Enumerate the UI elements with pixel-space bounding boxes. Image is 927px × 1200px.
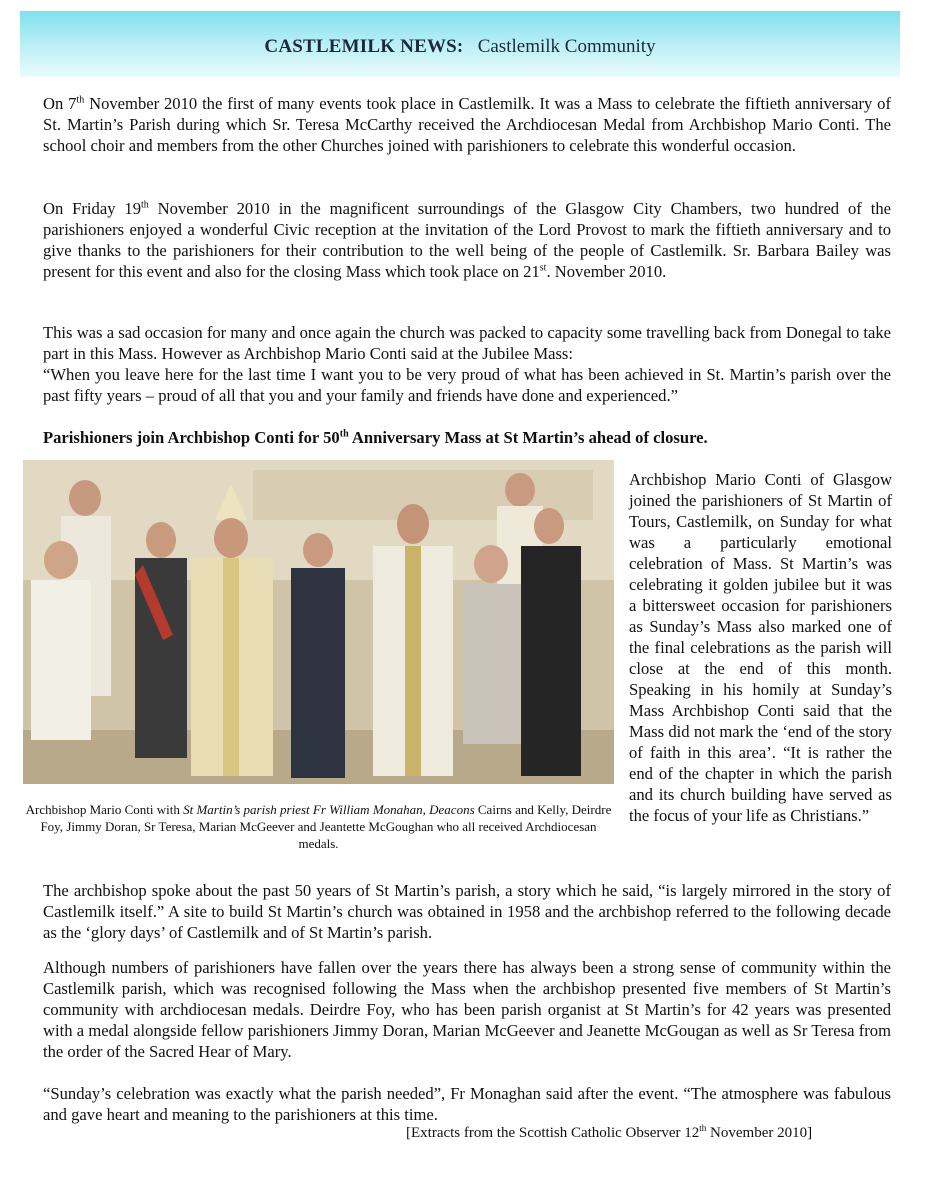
newsletter-subtitle: Castlemilk Community — [477, 36, 656, 57]
source-citation: [Extracts from the Scottish Catholic Observer 12th November 2010] — [406, 1123, 813, 1141]
header-banner — [20, 11, 900, 77]
paragraph-monaghan-quote: “Sunday’s celebration was exactly what the parish needed”, Fr Monaghan said after the event. “The atmosphere was fabulous and gave heart and meaning to the parishioners at this time. — [43, 1084, 891, 1124]
side-column-text: Archbishop Mario Conti of Glasgow joined the parishioners of St Martin of Tours, Castlemilk, on Sunday for what was a particularly emotional celebration of Mass. St Martin’s was celebrating it golden jubilee but it was a bittersweet occasion for parishioners as Sunday’s Mass also marked one of the final celebrations as the parish will close at the end of this month. Speaking in his homily at Sunday’s Mass Archbishop Conti said that the Mass did not mark the ‘end of the story of faith in this area’. “It is rather the end of the chapter in which the parish and its church building have served as the focus of your life as Christians.” — [629, 470, 892, 825]
archbishop-quote: “When you leave here for the last time I want you to be very proud of what has been achieved in St. Martin’s parish over the past fifty years – proud of all that you and your family and friends have done and experienced.” — [43, 365, 891, 405]
article-heading: Parishioners join Archbishop Conti for 50th Anniversary Mass at St Martin’s ahead of closure. — [43, 428, 708, 447]
paragraph-past-50-years: The archbishop spoke about the past 50 years of St Martin’s parish, a story which he said, “is largely mirrored in the story of Castlemilk itself.” A site to build St Martin’s church was obtained in 1958 and the archbishop referred to the following decade as the ‘glory days’ of Castlemilk and of St Martin’s parish. — [43, 881, 891, 942]
paragraph-sad-occasion: This was a sad occasion for many and once again the church was packed to capacity some travelling back from Donegal to take part in this Mass. However as Archbishop Mario Conti said at the Jubilee Mass: “When you leave here for the last time I want you to be very proud of what has been achieved in St. Martin’s parish over the past fifty years – proud of all that you and your family and friends have done and experienced.” — [43, 323, 891, 405]
group-photo — [23, 460, 614, 784]
paragraph-community-medals: Although numbers of parishioners have fallen over the years there has always been a strong sense of community within the Castlemilk parish, which was recognised following the Mass when the archbishop presented five members of St Martin’s community with archdiocesan medals. Deirdre Foy, who has been parish organist at St Martin’s for 42 years was presented with a medal alongside fellow parishioners Jimmy Doran, Marian McGeever and Jeanette McGougan as well as Sr Teresa from the order of the Sacred Hear of Mary. — [43, 958, 891, 1061]
photo-caption: Archbishop Mario Conti with St Martin’s parish priest Fr William Monahan, Deacons Cairns and Kelly, Deirdre Foy, Jimmy Doran, Sr Teresa, Marian McGeever and Jeantette McGoughan who all received Archdiocesan medals. — [25, 802, 612, 851]
paragraph-intro: On 7th November 2010 the first of many events took place in Castlemilk. It was a Mass to celebrate the fiftieth anniversary of St. Martin’s Parish during which Sr. Teresa McCarthy received the Archdiocesan Medal from Archbishop Mario Conti. The school choir and members from the other Churches joined with parishioners to celebrate this wonderful occasion. — [43, 94, 891, 155]
group-photo-illustration — [23, 460, 614, 784]
newsletter-title: CASTLEMILK NEWS: — [264, 36, 464, 57]
paragraph-civic-reception: On Friday 19th November 2010 in the magnificent surroundings of the Glasgow City Chambers, two hundred of the parishioners enjoyed a wonderful Civic reception at the invitation of the Lord Provost to mark the fiftieth anniversary and to give thanks to the parishioners for their contribution to the well being of the people of Castlemilk. Sr. Barbara Bailey was present for this event and also for the closing Mass which took place on 21st. November 2010. — [43, 199, 891, 281]
